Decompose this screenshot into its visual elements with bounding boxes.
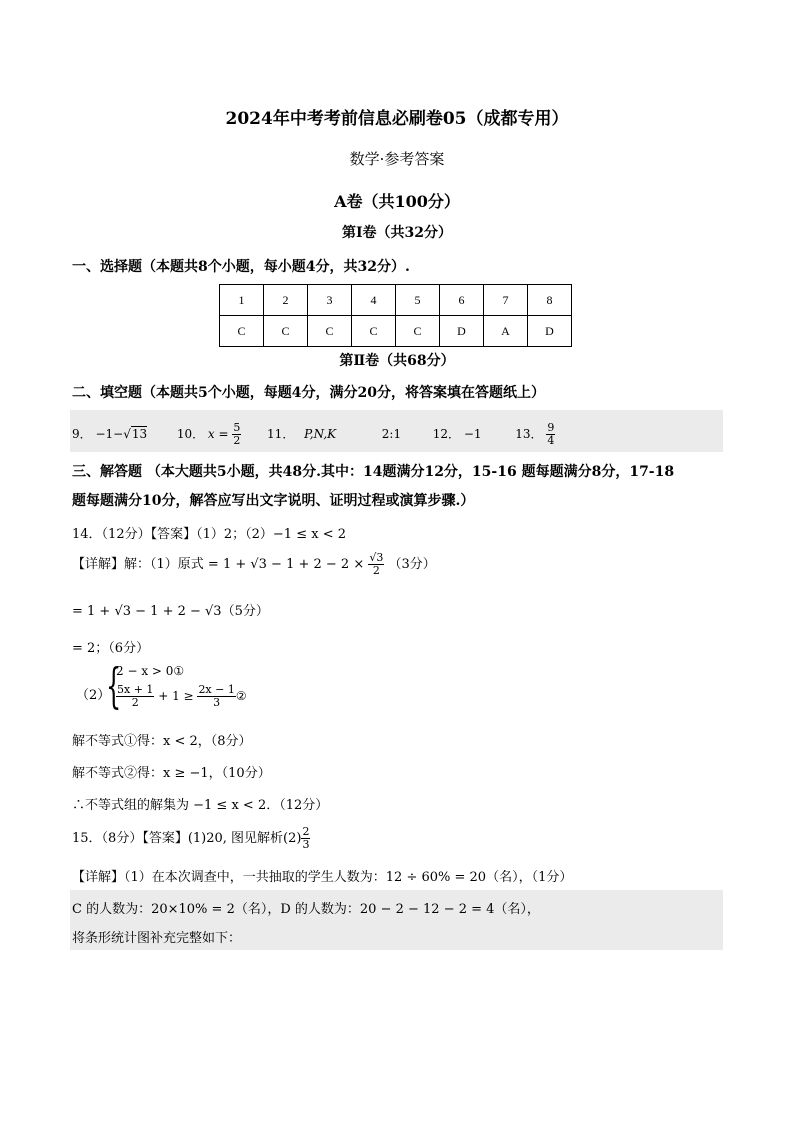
q15-detail-2: C 的人数为：20×10% = 2（名），D 的人数为：20 − 2 − 12 − 2 = 4（名）， [72,902,540,917]
q14-detail-label: 【详解】解：（1）原式 [72,557,204,572]
q13-numerator: 9 [547,421,555,434]
document-title: 2024年中考考前信息必刷卷05（成都专用） [225,109,569,129]
q9-label: 9． [72,427,92,441]
q14-answer-line [72,523,346,542]
table-cell: D [440,316,484,347]
q15-answer-text: 15．（8分）【答案】(1)20, 图见解析(2) [72,831,302,846]
part-a-heading: A卷（共100分） [334,192,460,211]
table-cell: C [352,316,396,347]
table-cell: C [264,316,308,347]
q14-inequality-1: 2 − x > 0① [116,664,185,678]
q15-numerator: 2 [302,825,310,838]
q13-denominator: 4 [547,434,555,447]
q13-fraction [546,422,555,447]
q11-ratio: 2:1 [381,427,402,441]
table-cell: C [220,316,264,347]
q14-ineq2-fraction-left [116,684,154,709]
table-cell: 5 [396,285,440,316]
q14-solution-set: ∴不等式组的解集为 −1 ≤ x < 2．（12分） [72,798,329,813]
table-cell: 4 [352,285,396,316]
table-cell: 6 [440,285,484,316]
q10-denominator: 2 [233,434,241,447]
q9-radicand: 13 [131,427,148,441]
section3-heading-line1: 三、解答题 （本大题共5小题，共48分.其中：14题满分12分，15-16 题每题满分8分，17-18 [72,464,675,480]
answer-table-number-row [220,285,572,316]
q14-detail-line1 [72,552,436,577]
q10-numerator: 5 [233,421,241,434]
q10-equals: = [214,427,233,441]
q15-answer-fraction [301,826,310,851]
q14-step2-expression: = 1 + √3 − 1 + 2 − √3 [72,604,222,619]
q13-label: 13． [515,427,543,441]
q14-ineq2-num1: 5x + 1 [117,683,154,696]
q14-answer-text: 14．（12分）【答案】（1）2；（2） [72,527,273,542]
q14-solution-1: 解不等式①得：x < 2，（8分） [72,734,252,749]
q14-detail-score: （3分） [388,557,436,572]
q14-detail-numerator: √3 [369,551,384,564]
q12-label: 12． [432,427,461,441]
volume-2-heading: 第Ⅱ卷（共68分） [339,353,455,369]
table-cell: 1 [220,285,264,316]
q14-ineq2-den2: 3 [213,696,221,709]
q14-ineq2-tag: ② [235,689,247,703]
q9-answer-prefix: −1− [95,427,124,441]
section2-heading: 二、填空题（本题共5个小题，每题4分，满分20分，将答案填在答题纸上） [72,385,545,401]
q14-ineq2-middle: + 1 ≥ [154,689,198,703]
q14-inequality-2 [116,684,247,709]
q10-fraction [232,422,241,447]
q14-step3: = 2；（6分） [72,641,150,656]
q14-detail-denominator: 2 [372,564,380,577]
q14-part2-label: （2） [76,688,111,703]
section3-heading-line2: 题每题满分10分，解答应写出文字说明、证明过程或演算步骤.） [72,493,475,509]
q15-answer-line [72,826,310,851]
q14-detail-fraction [368,552,384,577]
answer-table-answer-row [220,316,572,347]
table-cell: D [528,316,572,347]
fill-blank-answers [72,422,555,447]
answer-table [219,284,572,347]
q10-variable: x [207,427,215,441]
table-cell: 2 [264,285,308,316]
q14-step2-score: （5分） [221,604,269,619]
q14-solution-2: 解不等式②得：x ≥ −1，（10分） [72,766,271,781]
q10-label: 10． [176,427,205,441]
volume-1-heading: 第Ⅰ卷（共32分） [341,225,453,241]
table-cell: C [308,316,352,347]
q9-answer: −1−√13 [95,427,148,441]
q14-answer-inequality: −1 ≤ x < 2 [272,527,346,542]
q12-answer: −1 [463,427,482,441]
q14-ineq2-fraction-right [197,684,235,709]
q14-ineq2-num2: 2x − 1 [198,683,235,696]
q15-denominator: 3 [302,838,310,851]
q15-detail-3: 将条形统计图补充完整如下： [72,931,242,946]
q11-answer: P,N,K [304,427,337,441]
table-cell: 8 [528,285,572,316]
table-cell: A [484,316,528,347]
table-cell: 3 [308,285,352,316]
table-cell: 7 [484,285,528,316]
q14-ineq2-den1: 2 [131,696,139,709]
q15-detail-1: 【详解】（1）在本次调查中，一共抽取的学生人数为：12 ÷ 60% = 20（名），（1分） [72,870,573,885]
q14-detail-expression: = 1 + √3 − 1 + 2 − 2 × [203,557,369,572]
q14-step2 [72,600,269,619]
q11-label: 11． [267,427,295,441]
table-cell: C [396,316,440,347]
document-subtitle: 数学·参考答案 [349,150,445,168]
section1-heading: 一、选择题（本题共8个小题，每小题4分，共32分）. [72,259,410,275]
system-brace: { [106,658,122,714]
